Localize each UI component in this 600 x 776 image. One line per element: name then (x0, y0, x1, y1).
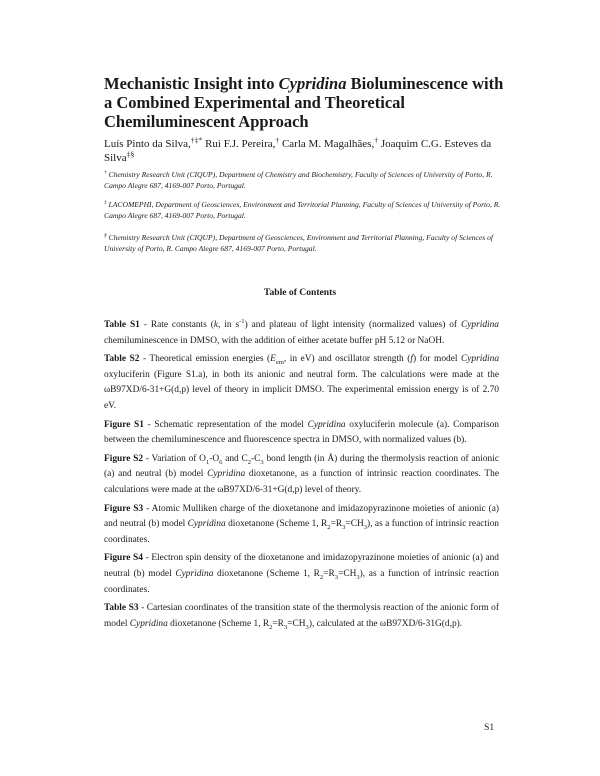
toc-entry-label: Figure S1 (104, 419, 144, 430)
toc-entry-text: - Electron spin density of the dioxetanone and imidazopyrazinone moieties of anionic (a) and neutral (b) model (104, 553, 499, 579)
toc-entry-text: 3 (342, 524, 346, 531)
affiliation-text: Chemistry Research Unit (CIQUP), Department of Geosciences, Environment and Territorial Planning, Faculty of Sciences of University of Porto, R. Campo Alegre 687, 4169-007 Porto, Portugal. (104, 233, 494, 253)
toc-entry (104, 452, 499, 499)
toc-entry-text: -1 (239, 317, 245, 325)
toc-entry-text: - Theoretical emission energies ( (139, 354, 271, 365)
toc-entry-text: Cypridina (187, 519, 226, 530)
toc-entry-text: 1 (205, 458, 210, 466)
toc-entry-text: 2 (319, 573, 324, 581)
toc-entry-text: oxyluciferin molecule (a). Comparison between the chemiluminescence and fluorescence spectra in DMSO, with normalized values (b). (104, 419, 499, 446)
title-part: Bioluminescence with a Combined Experimental and Theoretical Chemiluminescent Approach (104, 74, 504, 131)
toc-entry-text: =R (272, 618, 284, 629)
toc-entry (104, 551, 499, 598)
toc-entry-text: =R (323, 568, 335, 579)
toc-entry (104, 318, 499, 349)
toc-entry-text: E (270, 354, 276, 365)
toc-entry-text: -C (251, 453, 261, 464)
toc-entry-text: - Schematic representation of the model (143, 419, 308, 430)
title-part: Mechanistic Insight into (104, 74, 279, 93)
toc-entry-text: Cypridina (460, 354, 500, 365)
toc-entry (104, 502, 499, 549)
page-number: S1 (484, 722, 495, 733)
toc-entry-text: =CH (338, 568, 357, 579)
toc-entries (104, 318, 499, 635)
toc-entry-text: Cypridina (460, 320, 499, 330)
toc-entry-text: - Atomic Mulliken charge of the dioxetanone and imidazopyrazinone moieties of anionic (a) and neutral (b) model (104, 503, 499, 530)
toc-entry-text: 2 (269, 623, 273, 631)
toc-heading: Table of Contents (263, 287, 337, 298)
toc-entry-label: Figure S2 (104, 453, 144, 464)
toc-entry-text: dioxetanone (Scheme 1, R (225, 519, 328, 530)
toc-entry-text: 3 (260, 458, 264, 466)
toc-entry-text: 6 (219, 458, 223, 466)
toc-entry-text: dioxetanone (Scheme 1, R (213, 568, 320, 579)
toc-entry-text: oxyluciferin (Figure S1.a), in both its anionic and neutral form. The calculations were made at the ωB97XD/6-31+G(d,p) level of theory in implicit DMSO. The experimental emission energy is of 2.70 eV. (104, 369, 499, 411)
toc-entry-text: , in eV) and oscillator strength ( (283, 354, 411, 365)
toc-entry-text: ), calculated at the ωB97XD/6-31G(d,p). (308, 618, 463, 629)
toc-entry-text: Cypridina (129, 618, 168, 629)
toc-entry-text: - Cartesian coordinates of the transition state of the thermolysis reaction of the anionic form of model (104, 603, 499, 629)
toc-entry-text: ), as a function of intrinsic reaction coordinates. (104, 519, 499, 545)
toc-entry-text: Cypridina (175, 568, 214, 579)
toc-entry-text: =CH (287, 618, 306, 629)
author-marks: †‡* (190, 135, 203, 145)
affiliation-text: Chemistry Research Unit (CIQUP), Department of Chemistry and Biochemistry, Faculty of Sciences of University of Porto, R. Campo Alegre 687, 4169-007 Porto, Portugal. (104, 170, 493, 190)
toc-entry-text: dioxetanone (Scheme 1, R (167, 618, 270, 629)
author-marks: ‡§ (126, 149, 135, 159)
toc-entry-label: Table S3 (104, 603, 139, 614)
toc-entry-text: ), as a function of intrinsic reaction coordinates. (104, 568, 499, 595)
toc-entry-text: 3 (305, 623, 309, 631)
toc-entry-text: 3 (334, 573, 339, 581)
author-name: Rui F.J. Pereira, (202, 138, 276, 150)
toc-entry (104, 352, 499, 414)
toc-entry-text: Cypridina (207, 469, 246, 480)
author-marks: † (374, 135, 379, 145)
affiliation-mark: † (104, 169, 107, 176)
toc-entry-label: Figure S3 (104, 503, 144, 514)
affiliation-1 (104, 170, 504, 192)
toc-entry-text: , in s (218, 320, 240, 330)
toc-entry-text: 3 (363, 524, 368, 531)
author-list (104, 137, 508, 165)
toc-entry-text: 2 (327, 524, 331, 531)
toc-entry-label: Table S2 (104, 354, 140, 365)
toc-entry-text: 3 (283, 623, 288, 631)
toc-entry-text: and C (222, 453, 248, 464)
toc-entry-text: k (213, 320, 218, 330)
toc-entry-text: -O (209, 453, 220, 464)
affiliation-text: LACOMEPHI, Department of Geosciences, Environment and Territorial Planning, Faculty of Sciences of University of Porto, R. Campo Alegre 687, 4169-007 Porto, Portugal. (104, 200, 501, 220)
author-name: Joaquim C.G. Esteves da Silva (104, 138, 492, 164)
toc-entry-text: Cypridina (307, 419, 346, 430)
toc-entry-text: ) for model (412, 354, 461, 365)
author-marks: † (275, 135, 280, 145)
affiliation-3 (104, 233, 504, 255)
author-name: Luís Pinto da Silva, (104, 138, 191, 150)
title-italic-part: Cypridina (278, 74, 347, 93)
paper-title (104, 74, 508, 131)
toc-entry (104, 601, 499, 632)
toc-entry-text: dioxetanone, as a function of intrinsic reaction coordinates. The calculations were made at the ωB97XD/6-31+G(d,p) level of theory. (104, 469, 499, 495)
toc-entry-label: Figure S4 (104, 553, 143, 564)
affiliation-mark: § (104, 232, 107, 239)
toc-entry (104, 418, 499, 449)
toc-entry-text: ) and plateau of light intensity (normalized values) of (244, 320, 461, 330)
toc-entry-text: - Variation of O (143, 453, 206, 464)
affiliation-mark: ‡ (104, 199, 107, 206)
toc-entry-text: chemiluminescence in DMSO, with the addition of either acetate buffer pH 5.12 or NaOH. (104, 335, 445, 346)
toc-entry-text: =R (330, 519, 343, 530)
toc-entry-label: Table S1 (104, 320, 140, 330)
toc-entry-text: 3 (356, 573, 360, 581)
toc-entry-text: f (410, 354, 413, 365)
toc-entry-text: bond length (in Å) during the thermolysis reaction of anionic (a) and neutral (b) model (104, 453, 499, 480)
toc-entry-text: - Rate constants ( (139, 320, 214, 330)
affiliation-2 (104, 200, 504, 222)
toc-entry-text: em (275, 359, 284, 367)
toc-entry-text: =CH (345, 519, 364, 530)
author-name: Carla M. Magalhães, (279, 138, 375, 150)
toc-entry-text: 2 (247, 458, 252, 466)
